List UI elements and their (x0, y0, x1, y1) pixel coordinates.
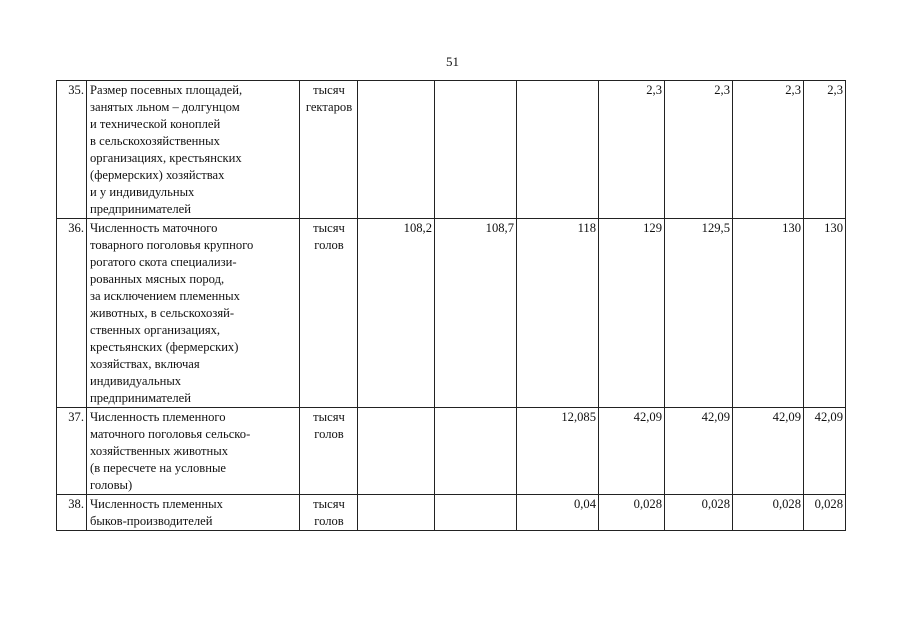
value-cell: 0,04 (517, 495, 599, 531)
unit-line: тысяч (313, 497, 345, 511)
indicator-name-line: крестьянских (фермерских) (90, 340, 239, 354)
indicator-name-line: Размер посевных площадей, (90, 83, 243, 97)
value-cell: 0,028 (599, 495, 665, 531)
indicator-name (87, 219, 300, 408)
indicator-name-line: и у индивидульных (90, 185, 195, 199)
value-cell: 42,09 (733, 408, 804, 495)
value-cell (435, 81, 517, 219)
unit-line: тысяч (313, 221, 345, 235)
indicator-name-line: предпринимателей (90, 202, 191, 216)
indicator-name-line: маточного поголовья сельско- (90, 427, 251, 441)
indicator-name-line: индивидуальных (90, 374, 182, 388)
row-number: 38. (57, 495, 87, 531)
unit-line: тысяч (313, 410, 345, 424)
indicator-name-line: предпринимателей (90, 391, 191, 405)
value-cell: 42,09 (599, 408, 665, 495)
value-cell: 0,028 (665, 495, 733, 531)
value-cell: 129 (599, 219, 665, 408)
value-cell (358, 408, 435, 495)
value-cell: 42,09 (804, 408, 846, 495)
indicator-table (56, 80, 846, 531)
value-cell: 108,2 (358, 219, 435, 408)
value-cell: 2,3 (599, 81, 665, 219)
value-cell (358, 495, 435, 531)
indicator-name (87, 81, 300, 219)
unit-of-measure (300, 219, 358, 408)
indicator-name-line: занятых льном – долгунцом (90, 100, 240, 114)
indicator-name-line: в сельскохозяйственных (90, 134, 220, 148)
value-cell: 129,5 (665, 219, 733, 408)
unit-line: голов (314, 238, 344, 252)
indicator-name-line: головы) (90, 478, 133, 492)
page-number: 51 (446, 54, 459, 69)
indicator-name-line: животных, в сельскохозяй- (90, 306, 235, 320)
indicator-name-line: хозяйственных животных (90, 444, 228, 458)
table-row (57, 219, 846, 408)
indicator-name-line: и технической коноплей (90, 117, 221, 131)
unit-line: голов (314, 514, 344, 528)
row-number: 36. (57, 219, 87, 408)
unit-of-measure (300, 81, 358, 219)
indicator-name-line: Численность племенных (90, 497, 223, 511)
table-row (57, 408, 846, 495)
value-cell: 2,3 (804, 81, 846, 219)
indicator-name-line: (в пересчете на условные (90, 461, 227, 475)
table-row (57, 81, 846, 219)
value-cell: 108,7 (435, 219, 517, 408)
indicator-name (87, 495, 300, 531)
value-cell: 130 (804, 219, 846, 408)
value-cell (435, 495, 517, 531)
value-cell: 0,028 (804, 495, 846, 531)
indicator-name-line: товарного поголовья крупного (90, 238, 254, 252)
table-row (57, 495, 846, 531)
indicator-name-line: организациях, крестьянских (90, 151, 242, 165)
unit-line: голов (314, 427, 344, 441)
indicator-name-line: хозяйствах, включая (90, 357, 200, 371)
indicator-name-line: быков-производителей (90, 514, 213, 528)
indicator-name (87, 408, 300, 495)
row-number: 37. (57, 408, 87, 495)
value-cell (517, 81, 599, 219)
row-number: 35. (57, 81, 87, 219)
value-cell: 2,3 (665, 81, 733, 219)
indicator-name-line: рогатого скота специализи- (90, 255, 237, 269)
indicator-name-line: ственных организациях, (90, 323, 221, 337)
value-cell (358, 81, 435, 219)
value-cell: 130 (733, 219, 804, 408)
value-cell: 42,09 (665, 408, 733, 495)
indicator-name-line: Численность племенного (90, 410, 226, 424)
unit-line: гектаров (305, 100, 353, 114)
unit-of-measure (300, 495, 358, 531)
value-cell (435, 408, 517, 495)
unit-line: тысяч (313, 83, 345, 97)
unit-of-measure (300, 408, 358, 495)
value-cell: 12,085 (517, 408, 599, 495)
value-cell: 118 (517, 219, 599, 408)
indicator-name-line: (фермерских) хозяйствах (90, 168, 225, 182)
table-body (57, 81, 846, 531)
value-cell: 0,028 (733, 495, 804, 531)
value-cell: 2,3 (733, 81, 804, 219)
indicator-name-line: Численность маточного (90, 221, 218, 235)
indicator-name-line: за исключением племенных (90, 289, 240, 303)
indicator-name-line: рованных мясных пород, (90, 272, 225, 286)
